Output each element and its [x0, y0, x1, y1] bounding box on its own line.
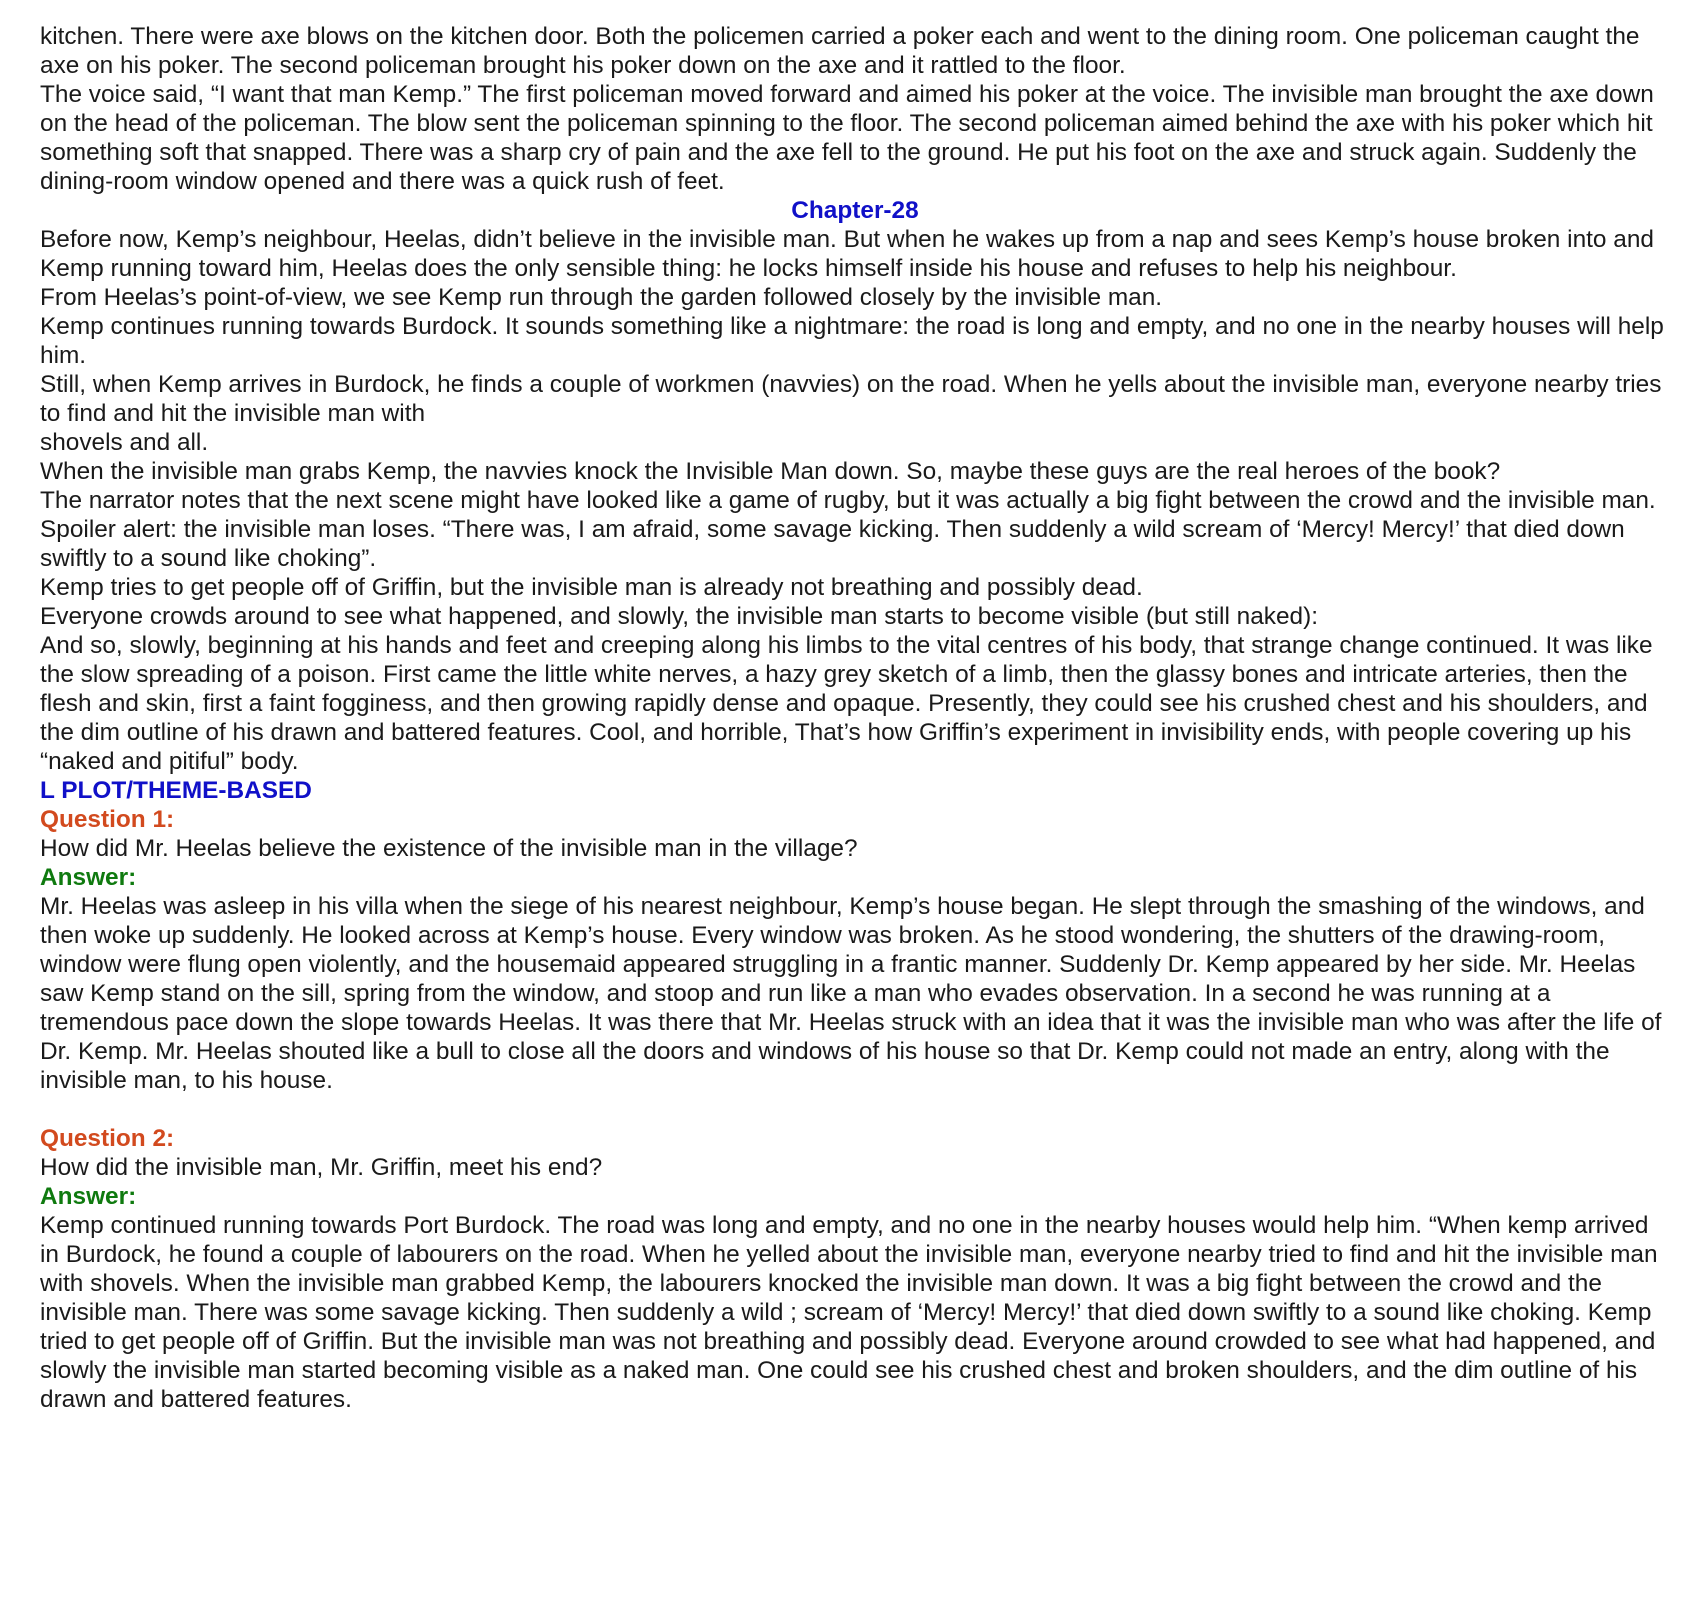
intro-paragraph: kitchen. There were axe blows on the kitchen door. Both the policemen carried a poker each and went to the dining room. One policeman caught the axe on his poker. The second policeman brought his poker down on the axe and it rattled to the floor.: [40, 23, 1640, 79]
summary-paragraph: Kemp continues running towards Burdock. It sounds something like a nightmare: the road is long and empty, and no one in the nearby houses will help him.: [40, 313, 1664, 369]
summary-paragraph: Before now, Kemp’s neighbour, Heelas, didn’t believe in the invisible man. But when he wakes up from a nap and sees Kemp’s house broken into and Kemp running toward him, Heelas does the only sensible thing: he locks himself inside his house and refuses to help his neighbour.: [40, 226, 1654, 282]
summary-paragraph: When the invisible man grabs Kemp, the navvies knock the Invisible Man down. So, maybe these guys are the real heroes of the book?: [40, 458, 1501, 485]
summary-paragraph: And so, slowly, beginning at his hands and feet and creeping along his limbs to the vital centres of his body, that strange change continued. It was like the slow spreading of a poison. First came the little white nerves, a hazy grey sketch of a limb, then the glassy bones and intricate arteries, then the flesh and skin, first a faint fogginess, and then growing rapidly dense and opaque. Presently, they could see his crushed chest and his shoulders, and the dim outline of his drawn and battered features. Cool, and horrible, That’s how Griffin’s experiment in invisibility ends, with people covering up his “naked and pitiful” body.: [40, 632, 1653, 775]
answer-label: Answer:: [40, 1183, 137, 1210]
answer-text: Kemp continued running towards Port Burdock. The road was long and empty, and no one in the nearby houses would help him. “When kemp arrived in Burdock, he found a couple of labourers on the road. When he yelled about the invisible man, everyone nearby tried to find and hit the invisible man with shovels. When the invisible man grabbed Kemp, the labourers knocked the invisible man down. It was a big fight between the crowd and the invisible man. There was some savage kicking. Then suddenly a wild ; scream of ‘Mercy! Mercy!’ that died down swiftly to a sound like choking. Kemp tried to get people off of Griffin. But the invisible man was not breathing and possibly dead. Everyone around crowded to see what had happened, and slowly the invisible man started becoming visible as a naked man. One could see his crushed chest and broken shoulders, and the dim outline of his drawn and battered features.: [40, 1212, 1658, 1413]
chapter-heading: Chapter-28: [791, 197, 919, 224]
question-block: [40, 1124, 1670, 1414]
answer-text: Mr. Heelas was asleep in his villa when the siege of his nearest neighbour, Kemp’s house began. He slept through the smashing of the windows, and then woke up suddenly. He looked across at Kemp’s house. Every window was broken. As he stood wondering, the shutters of the drawing-room, window were flung open violently, and the housemaid appeared struggling in a frantic manner. Suddenly Dr. Kemp appeared by her side. Mr. Heelas saw Kemp stand on the sill, spring from the window, and stoop and run like a man who evades observation. In a second he was running at a tremendous pace down the slope towards Heelas. It was there that Mr. Heelas struck with an idea that it was the invisible man who was after the life of Dr. Kemp. Mr. Heelas shouted like a bull to close all the doors and windows of his house so that Dr. Kemp could not made an entry, along with the invisible man, to his house.: [40, 893, 1662, 1094]
summary-paragraph: The narrator notes that the next scene might have looked like a game of rugby, but it was actually a big fight between the crowd and the invisible man.: [40, 487, 1656, 514]
question-text: How did Mr. Heelas believe the existence of the invisible man in the village?: [40, 835, 858, 862]
summary-paragraph: shovels and all.: [40, 429, 209, 456]
section-heading: L PLOT/THEME-BASED: [40, 777, 312, 804]
intro-paragraph: The voice said, “I want that man Kemp.” The first policeman moved forward and aimed his poker at the voice. The invisible man brought the axe down on the head of the policeman. The blow sent the policeman spinning to the floor. The second policeman aimed behind the axe with his poker which hit something soft that snapped. There was a sharp cry of pain and the axe fell to the ground. He put his foot on the axe and struck again. Suddenly the dining-room window opened and there was a quick rush of feet.: [40, 81, 1654, 195]
summary-paragraph: From Heelas’s point-of-view, we see Kemp run through the garden followed closely by the invisible man.: [40, 284, 1163, 311]
summary-paragraph: Spoiler alert: the invisible man loses. “There was, I am afraid, some savage kicking. Then suddenly a wild scream of ‘Mercy! Mercy!’ that died down swiftly to a sound like choking”.: [40, 516, 1625, 572]
question-label: Question 2:: [40, 1125, 175, 1152]
summary-paragraph: Kemp tries to get people off of Griffin, but the invisible man is already not breathing and possibly dead.: [40, 574, 1143, 601]
question-label: Question 1:: [40, 806, 175, 833]
summary-paragraph: Still, when Kemp arrives in Burdock, he finds a couple of workmen (navvies) on the road. When he yells about the invisible man, everyone nearby tries to find and hit the invisible man with: [40, 371, 1662, 427]
document-page: [40, 22, 1670, 1414]
chapter-summary: [40, 225, 1670, 776]
question-block: [40, 805, 1670, 1095]
answer-label: Answer:: [40, 864, 137, 891]
intro-section: [40, 22, 1670, 196]
summary-paragraph: Everyone crowds around to see what happened, and slowly, the invisible man starts to become visible (but still naked):: [40, 603, 1319, 630]
question-text: How did the invisible man, Mr. Griffin, meet his end?: [40, 1154, 603, 1181]
